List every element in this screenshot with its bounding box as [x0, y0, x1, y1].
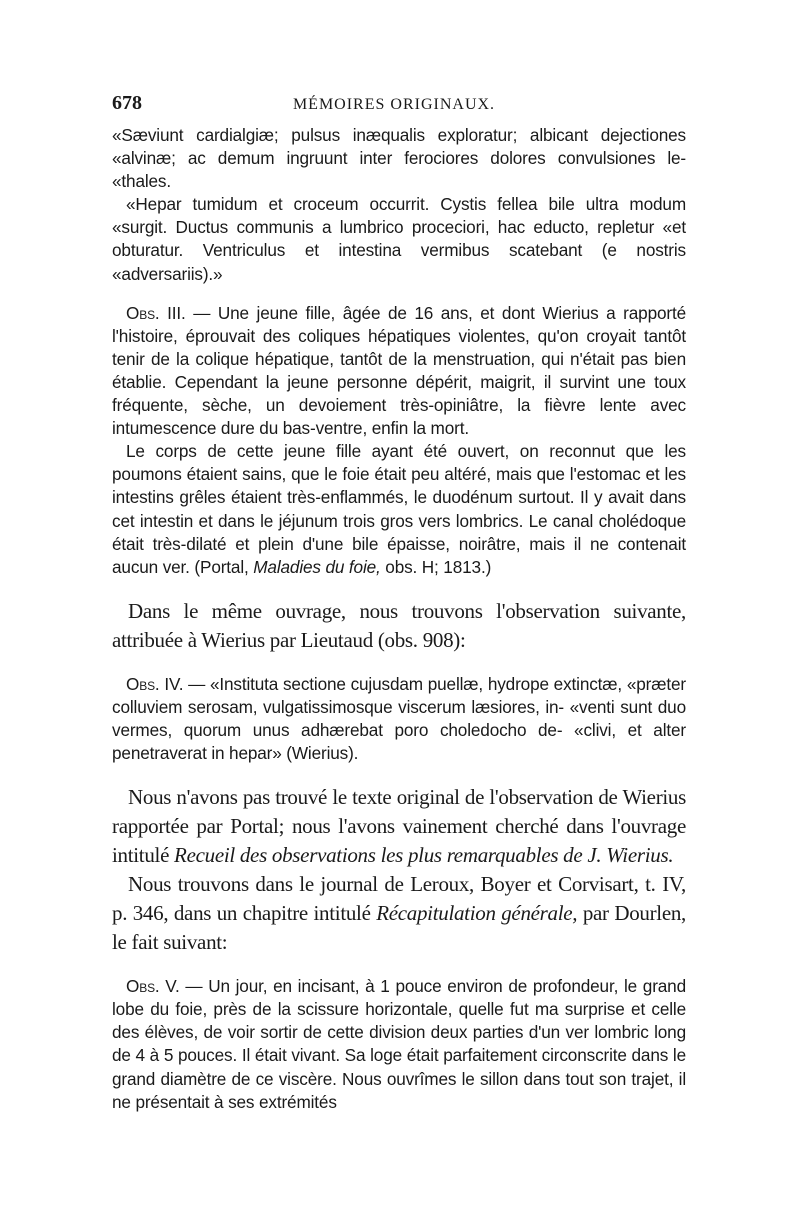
- running-head: MÉMOIRES ORIGINAUX.: [292, 96, 496, 113]
- autopsy-text: Le corps de cette jeune fille ayant été ouvert, on reconnut que les poumons étaient sains, que le foie était peu altéré, mais que l'estomac et les intestins grêles étaient très-enflammés, le duodénum surtout. Il y avait dans cet intestin et dans le jéjunum trois gros vers lombrics. Le canal cholédoque était très-dilaté et plein d'une bile épaisse, noirâtre, mais il ne contenait aucun ver. (Portal,: [112, 441, 686, 577]
- journal-text: Nous trouvons dans le journal de Leroux, Boyer et Corvisart, t. IV, p. 346, dans un chapitre intitulé: [112, 872, 686, 926]
- autopsy-citation-end: obs. H; 1813.): [380, 556, 492, 577]
- observation-5: [112, 975, 686, 1114]
- observation-5-label: Obs. V.: [126, 976, 180, 997]
- same-work-paragraph: Dans le même ouvrage, nous trouvons l'observation suivante, attribuée à Wierius par Lieutaud (obs. 908):: [112, 598, 686, 652]
- autopsy-paragraph: [112, 440, 686, 579]
- original-text-paragraph: [112, 783, 686, 870]
- journal-paragraph: [112, 870, 686, 957]
- document-page: [112, 92, 686, 1114]
- original-text-work-title: Recueil des observations les plus remarquables de J. Wierius.: [174, 843, 674, 868]
- observation-4-label: Obs. IV.: [126, 673, 184, 694]
- observation-3-text: — Une jeune fille, âgée de 16 ans, et dont Wierius a rapporté l'histoire, éprouvait des coliques hépatiques violentes, qu'on croyait tantôt tenir de la colique hépatique, tantôt de la menstruation, qui n'était pas bien établie. Cependant la jeune personne dépérit, maigrit, il survint une toux fréquente, sèche, un devoiement très-opiniâtre, la fièvre lente avec intumescence dure du bas-ventre, enfin la mort.: [112, 302, 686, 439]
- journal-chapter-title: Récapitulation générale,: [376, 901, 578, 926]
- observation-3-label: Obs. III.: [126, 302, 186, 323]
- observation-3: [112, 302, 686, 441]
- observation-4: [112, 673, 686, 765]
- autopsy-citation-title: Maladies du foie,: [253, 556, 381, 577]
- observation-5-text: — Un jour, en incisant, à 1 pouce environ de profondeur, le grand lobe du foie, près de la scissure horizontale, quelle fut ma surprise et celle des élèves, de voir sortir de cette division deux parties d'un ver lombric long de 4 à 5 pouces. Il était vivant. Sa loge était parfaitement circonscrite dans le grand diamètre de ce viscère. Nous ouvrîmes le sillon dans tout son trajet, il ne présentait à ses extrémités: [112, 976, 686, 1112]
- latin-quote-paragraph-1: «Sæviunt cardialgiæ; pulsus inæqualis exploratur; albicant dejectiones «alvinæ; ac demum ingruunt inter ferociores dolores convulsiones le- «thales.: [112, 125, 686, 192]
- page-number: 678: [112, 92, 142, 114]
- observation-4-text: — «Instituta sectione cujusdam puellæ, hydrope extinctæ, «præter colluviem serosam, vulgatissimosque viscerum læsiores, in- «venti sunt duo vermes, quorum unus adhærebat poro choledocho de- «clivi, et alter penetraverat in hepar» (Wierius).: [112, 673, 686, 764]
- journal-text-end: par Dourlen, le fait suivant:: [112, 901, 686, 955]
- page-header: [112, 92, 686, 120]
- latin-quote-paragraph-2: «Hepar tumidum et croceum occurrit. Cystis fellea bile ultra modum «surgit. Ductus communis a lumbrico proceciori, hac educto, repletur «et obturatur. Ventriculus et intestina vermibus scatebant (e nostris «adversariis).»: [112, 194, 686, 284]
- original-text-body: Nous n'avons pas trouvé le texte original de l'observation de Wierius rapportée par Portal; nous l'avons vainement cherché dans l'ouvrage intitulé: [112, 785, 686, 868]
